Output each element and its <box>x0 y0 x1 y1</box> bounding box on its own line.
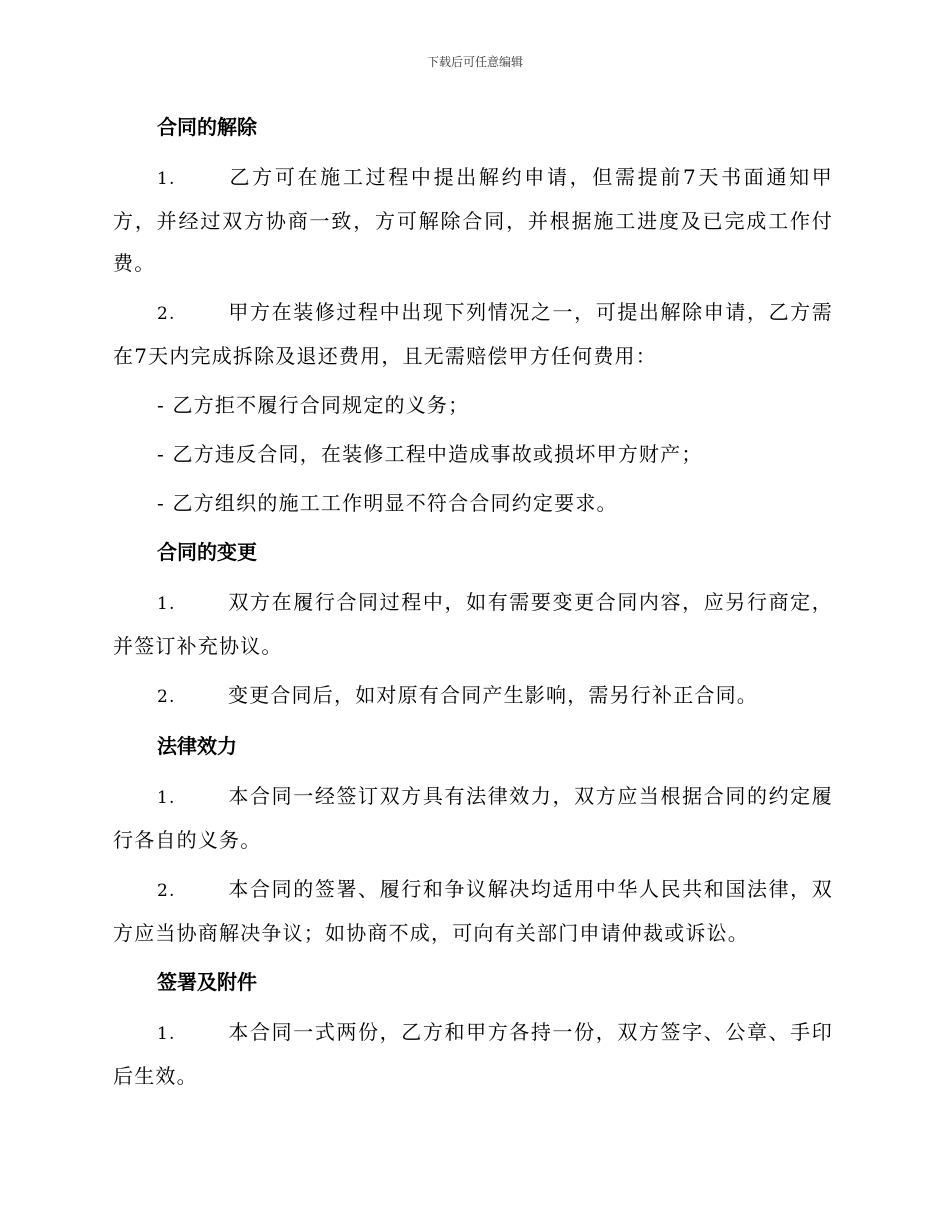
paragraph-number: 2. <box>157 687 176 707</box>
section-legal-effect <box>113 725 833 954</box>
section-title: 签署及附件 <box>157 970 257 994</box>
page-header: 下载后可任意编辑 <box>426 55 523 69</box>
section-title: 合同的解除 <box>157 115 257 139</box>
paragraph-number: 1. <box>157 594 176 614</box>
paragraph-number: 1. <box>157 169 176 189</box>
paragraph <box>113 775 833 861</box>
paragraph-number: 2. <box>157 304 176 324</box>
paragraph <box>113 868 833 954</box>
paragraph <box>113 581 833 667</box>
paragraph-text: 变更合同后，如对原有合同产生影响，需另行补正合同。 <box>228 683 758 707</box>
paragraph-text: 乙方可在施工过程中提出解约申请，但需提前7天书面通知甲方，并经过双方协商一致，方可解除合同，并根据施工进度及已完成工作付费。 <box>113 165 833 275</box>
paragraph <box>113 291 833 377</box>
paragraph <box>113 1011 833 1097</box>
paragraph <box>113 156 833 284</box>
document-body <box>113 106 833 1104</box>
paragraph <box>113 674 833 718</box>
paragraph-text: 甲方在装修过程中出现下列情况之一，可提出解除申请，乙方需在7天内完成拆除及退还费用，且无需赔偿甲方任何费用： <box>113 300 833 368</box>
section-title: 法律效力 <box>157 734 237 758</box>
paragraph-text: 本合同一式两份，乙方和甲方各持一份，双方签字、公章、手印后生效。 <box>113 1020 833 1088</box>
list-item: - 乙方组织的施工工作明显不符合合同约定要求。 <box>157 491 618 515</box>
paragraph-text: 本合同的签署、履行和争议解决均适用中华人民共和国法律，双方应当协商解决争议；如协商不成，可向有关部门申请仲裁或诉讼。 <box>113 877 833 945</box>
paragraph-number: 1. <box>157 1024 176 1044</box>
paragraph-number: 1. <box>157 788 176 808</box>
paragraph-number: 2. <box>157 881 176 901</box>
paragraph-text: 双方在履行合同过程中，如有需要变更合同内容，应另行商定，并签订补充协议。 <box>113 590 833 658</box>
section-signing <box>113 961 833 1097</box>
list-item: - 乙方拒不履行合同规定的义务； <box>157 393 470 417</box>
section-termination <box>113 106 833 524</box>
list-item: - 乙方违反合同，在装修工程中造成事故或损坏甲方财产； <box>157 442 703 466</box>
paragraph-text: 本合同一经签订双方具有法律效力，双方应当根据合同的约定履行各自的义务。 <box>113 784 833 852</box>
section-title: 合同的变更 <box>157 540 257 564</box>
section-modification <box>113 531 833 718</box>
